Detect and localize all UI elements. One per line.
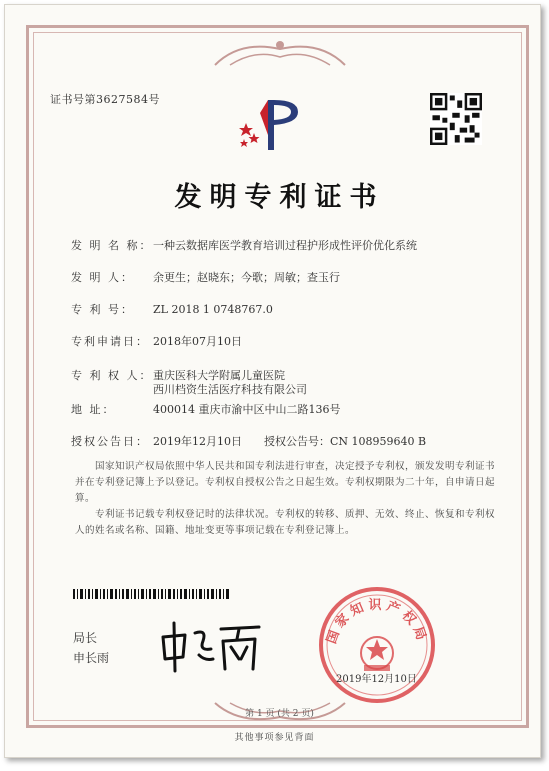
invention-name-value: 一种云数据库医学教育培训过程护形成性评价优化系统 [153,239,417,252]
page-title: 发明专利证书 [174,182,385,213]
patent-no-row [71,301,273,317]
filing-date-value: 2018年07月10日 [153,335,242,348]
svg-text:国家知识产权局: 国家知识产权局 [324,598,430,646]
signer-role: 局长 [73,631,98,645]
certificate-sheet [4,4,541,758]
certificate-number: 证书号第3627584号 [50,93,160,106]
filing-date-label: 专利申请日： [71,335,149,348]
grant-no-label: 授权公告号： [264,435,330,448]
qr-code [430,93,482,145]
grant-date-label: 授权公告日： [71,435,149,448]
signer-name: 申长雨 [73,651,110,665]
filing-date-row [71,333,242,349]
top-ornament [210,35,350,69]
patentee-value-2: 西川档资生活医疗科技有限公司 [153,383,307,396]
handwritten-signature [155,615,265,675]
address-value: 400014 重庆市渝中区中山二路136号 [153,403,341,416]
patent-office-logo [238,95,308,155]
inventor-row [71,269,340,285]
invention-name-row [71,237,417,253]
patentee-label: 专 利 权 人： [71,369,153,382]
patentee-row [71,367,307,396]
seal-date: 2019年12月10日 [336,674,417,685]
grant-row [71,433,426,449]
patent-no-label: 专 利 号： [71,303,134,316]
legal-paragraph-2: 专利证书记载专利权登记时的法律状况。专利权的转移、质押、无效、终止、恢复和专利权人的姓名或名称、国籍、地址变更等事项记载在专利登记簿上。 [75,509,496,536]
address-label: 地 址： [71,403,116,416]
legal-paragraph-1: 国家知识产权局依照中华人民共和国专利法进行审查，决定授予专利权，颁发发明专利证书并在专利登记簿上予以登记。专利权自授权公告之日起生效。专利权期限为二十年，自申请日起算。 [75,461,496,504]
barcode [73,589,231,599]
patentee-value-1: 重庆医科大学附属儿童医院 [153,369,285,382]
patent-no-value: ZL 2018 1 0748767.0 [153,303,273,316]
inventor-label: 发 明 人： [71,271,134,284]
invention-name-label: 发 明 名 称： [71,239,153,252]
address-row [71,401,340,417]
footnote: 其他事项参见背面 [234,733,315,743]
grant-no-value: CN 108959640 B [330,435,427,448]
official-seal [317,585,437,705]
grant-date-value: 2019年12月10日 [153,435,242,448]
inventor-value: 余更生；赵晓东；今歌；周敏；查玉行 [153,271,340,284]
page-number: 第 1 页 (共 2 页) [245,709,314,719]
